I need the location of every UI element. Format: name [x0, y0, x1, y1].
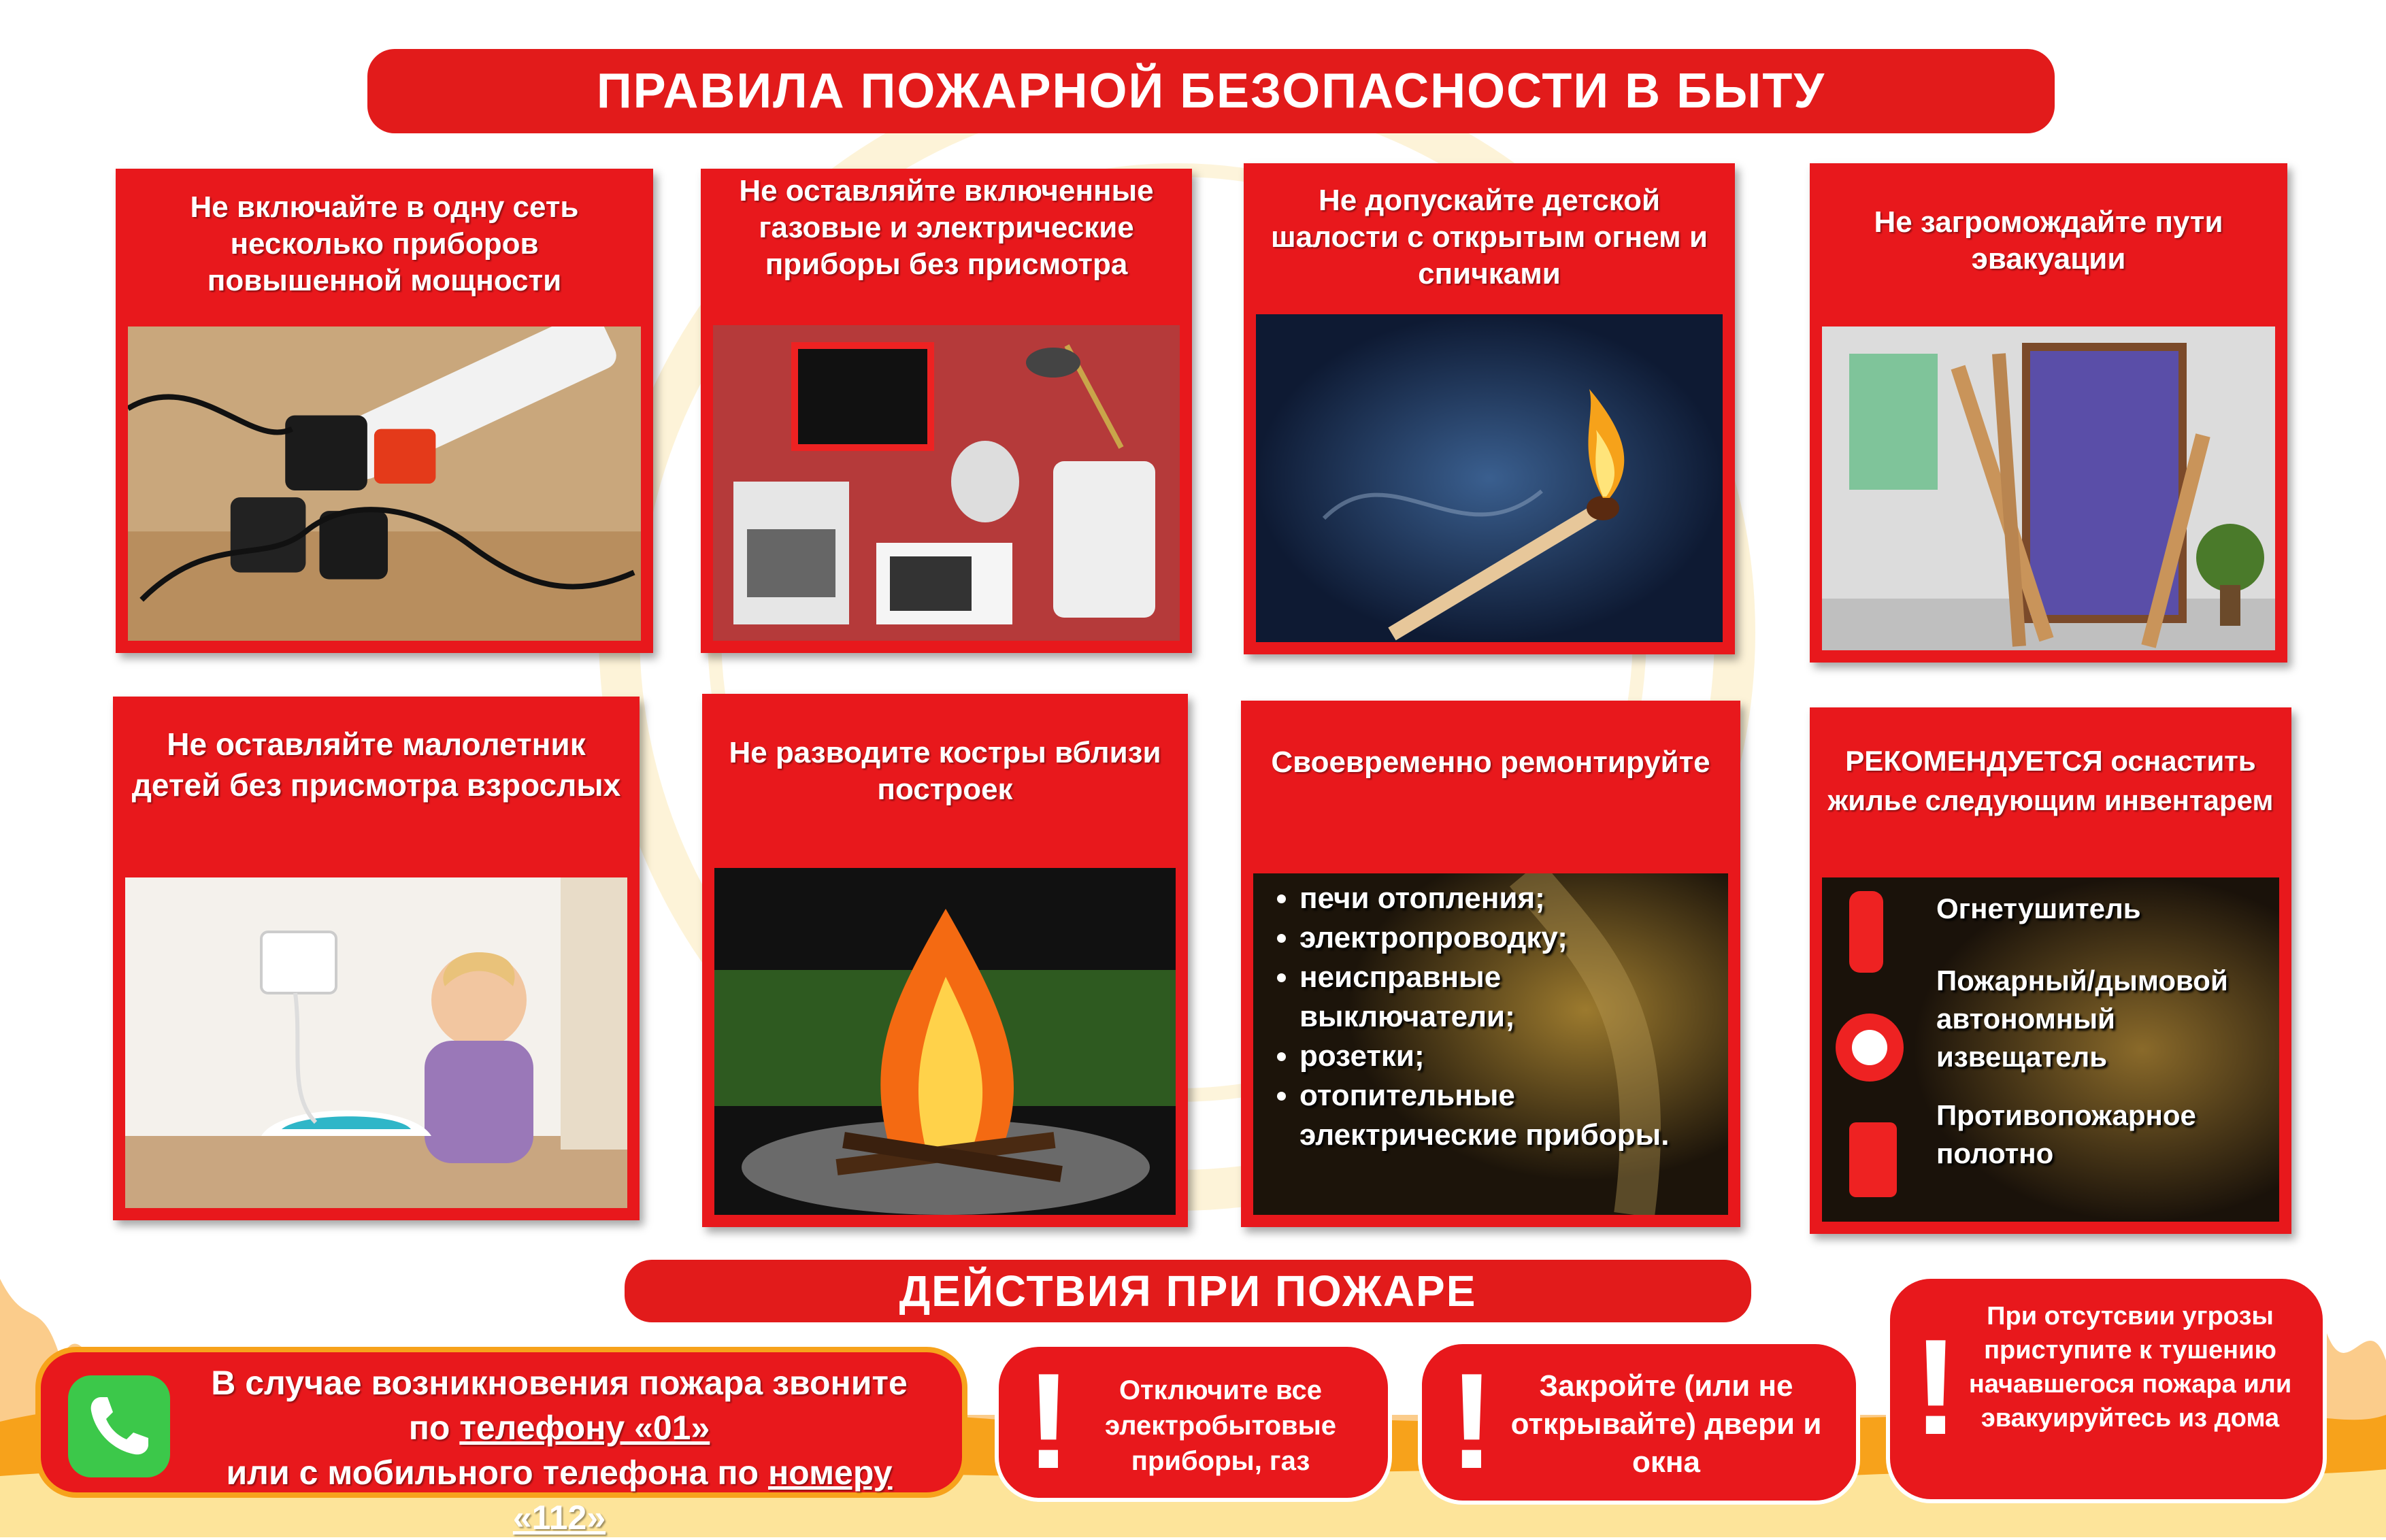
card-title: Не оставляйте включенные газовые и электрические приборы без присмотра [739, 174, 1154, 281]
actions-title: ДЕЙСТВИЯ ПРИ ПОЖАРЕ [625, 1260, 1751, 1322]
burning-match-image [1256, 314, 1723, 642]
exclamation-icon: ! [1913, 1311, 1959, 1463]
card-repair [1241, 701, 1740, 1227]
card-title: Не допускайте детской шалости с открытым огнем и спичками [1271, 184, 1708, 290]
card-appliances [701, 169, 1192, 653]
call-text [184, 1360, 935, 1540]
campfire-image [714, 868, 1176, 1215]
phone-01-link[interactable]: телефону «01» [459, 1409, 710, 1447]
equipment-list [1936, 890, 2276, 1173]
card-equipment [1810, 707, 2291, 1234]
exclamation-icon: ! [1026, 1345, 1072, 1497]
list-item: • неисправные выключатели; [1299, 958, 1710, 1037]
page-title: ПРАВИЛА ПОЖАРНОЙ БЕЗОПАСНОСТИ В БЫТУ [367, 49, 2055, 133]
repair-list [1261, 879, 1710, 1155]
list-item: • электропроводку; [1299, 918, 1710, 958]
call-line-2 [184, 1405, 935, 1450]
phone-icon [68, 1375, 170, 1477]
step-disconnect [999, 1347, 1388, 1498]
card-children [113, 697, 640, 1220]
list-item-smoke-detector: Пожарный/дымовой автономный извещатель [1936, 965, 2228, 1073]
emergency-call-box [35, 1347, 967, 1537]
step-text: При отсутсвии угрозы приступите к тушению начавшегося пожара или эвакуируйтесь из дома [1968, 1302, 2292, 1433]
step-close-doors [1422, 1344, 1856, 1501]
list-item: • отопительные электрические приборы. [1299, 1076, 1710, 1155]
phone-112-link[interactable]: номеру «112» [512, 1454, 893, 1537]
step-text: Закройте (или не открывайте) двери и окна [1510, 1369, 1822, 1479]
card-title: РЕКОМЕНДУЕТСЯ оснастить жилье следующим инвентарем [1827, 745, 2274, 816]
call-line-3 [184, 1450, 935, 1540]
card-title: Своевременно ремонтируйте [1271, 746, 1710, 779]
child-socket-image [125, 877, 627, 1208]
call-line-1: В случае возникновения пожара звоните [211, 1364, 908, 1402]
card-power-strip [116, 169, 653, 653]
blocked-door-image [1822, 327, 2275, 650]
call-line-3-prefix: или с мобильного телефона по [226, 1454, 768, 1492]
list-item: • печи отопления; [1299, 879, 1710, 918]
appliances-image [713, 325, 1180, 641]
exclamation-icon: ! [1449, 1345, 1495, 1497]
card-evacuation [1810, 163, 2287, 663]
card-title: Не загромождайте пути эвакуации [1874, 205, 2223, 275]
step-extinguish [1890, 1279, 2323, 1499]
card-title: Не разводите костры вблизи построек [729, 736, 1161, 806]
power-strip-image [128, 327, 641, 641]
step-text: Отключите все электробытовые приборы, газ [1104, 1375, 1337, 1476]
list-item: • розетки; [1299, 1037, 1710, 1076]
card-title: Не оставляйте малолетник детей без присмотра взрослых [131, 726, 621, 803]
card-campfire [702, 694, 1188, 1227]
card-title: Не включайте в одну сеть несколько приборов повышенной мощности [190, 190, 579, 297]
list-item-extinguisher: Огнетушитель [1936, 892, 2141, 924]
call-line-2-prefix: по [408, 1409, 460, 1447]
card-match [1244, 163, 1735, 654]
list-item-fire-blanket: Противопожарное полотно [1936, 1099, 2196, 1169]
